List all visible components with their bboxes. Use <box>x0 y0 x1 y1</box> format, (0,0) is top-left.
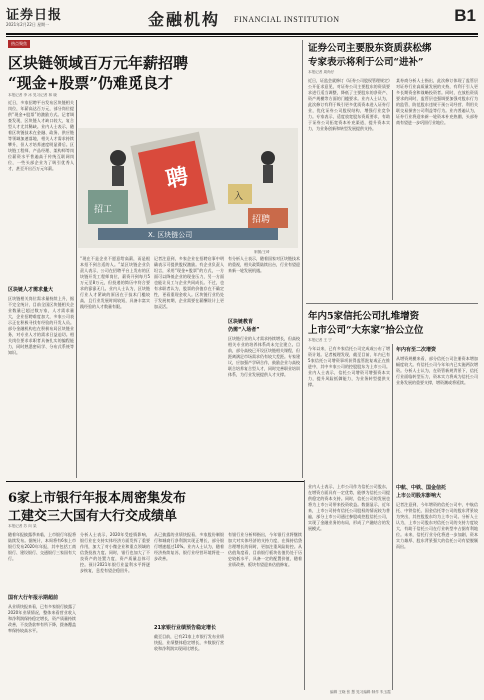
bottom-body-col1a: 随着年报披露季来临，上市银行年报将陆续发布。据统计，本周将有6家上市银行发布2020年年报，其中包括工商银行、建设银行、交通银行三家国有大行。 <box>8 532 76 561</box>
lead-body-col3: 记者注意到，多家企业在招聘启事中明确表示可提供股权激励。有企业负责人坦言，采用“现金+股票”的方式，一方面可以降低企业的现金压力，另一方面也能让员工与企业共同成长。不过，也有求职者认为，股票的价值存在不确定性，更看重现金收入。区块链行业仍处于发展初期，企业需要在薪酬设计上更加灵活。 <box>154 256 224 309</box>
illus-label-main: 聘 <box>163 163 191 194</box>
col-divider <box>392 344 393 690</box>
bottom-subhead-2: 21家银行业绩预告稳定增长 <box>154 625 216 631</box>
illus-credit: 制图/王琦 <box>254 250 270 254</box>
right-mid-subhead-1: 年内有至二次增资 <box>396 347 437 353</box>
col-divider <box>392 90 393 300</box>
illus-label-left: 招工 <box>94 205 113 215</box>
right-top-body-col1: 近日，证监会就修订《证券公司股权管理规定》公开征求意见，对证券公司主要股东的资质要求进行适当调整，降低了主要股东的净资产、资产规模等方面的门槛要求。业内人士认为，此次修订有利于吸引更多优质资本进入证券行业，优化证券公司股权结构，增强行业竞争力。专家表示，适度放宽股东资质要求，有助于证券公司拓宽资本补充渠道，提升资本实力，为业务创新和转型发展提供支持。 <box>308 78 390 131</box>
col-divider <box>76 100 77 478</box>
lead-subhead-1: 区块链人才需求量大 <box>8 287 54 293</box>
lead-body-col2: “现在不是企业不愿意给高薪，而是根本招不到合适的人。”某区块链企业负责人表示，公司在招聘平台上发布的区块链开发工程师岗位，薪资开到每月5万元至8万元，但投递的简历中符合要求的寥寥无几。业内人士认为，区块链行业人才紧缺的原因在于技术门槛较高，且行业发展时间较短，具备丰富实践经验的人才数量有限。 <box>80 256 150 309</box>
paper-name: 证券日报 <box>6 8 63 23</box>
bottom-headline-2: 工建交三大国有大行交成绩单 <box>8 509 178 524</box>
lead-headline-1: 区块链领域百万元年薪招聘 <box>8 54 189 72</box>
illus-label-right: 招聘 <box>252 215 271 225</box>
right-top-headline-1: 证券公司主要股东资质获松绑 <box>308 43 432 54</box>
right-mid-headline-2: 上市公司“大东家”拾公立位 <box>308 325 424 336</box>
issue-date: 2021年2月22日 星期一 <box>6 22 50 27</box>
illus-caption: X. 区块链公司 <box>148 231 193 239</box>
illus-label-right2: 入 <box>234 192 244 202</box>
masthead-rule <box>6 33 478 35</box>
right-top-byline: 本报记者 周尚仔 <box>308 70 335 74</box>
lead-illustration <box>78 128 298 248</box>
right-mid-body-col2b: 记者注意到，今年增资的信托公司中，中航信托、中铁信托、国金信托等公司的股东背景较为突出，其控股股东均为上市公司。分析人士认为，上市公司股东对信托公司的支持力度较大，有助于信托公司在行业转型中占据有利地位。未来，信托行业分化将进一步加剧，资本实力雄厚、股东背景强大的信托公司有望脱颖而出。 <box>396 502 478 549</box>
section-title-en: FINANCIAL INSTITUTION <box>234 15 340 24</box>
lead-byline: 本报记者 李 冰 见习记者 林 晓 <box>8 93 57 97</box>
bottom-body-col4: 有银行业分析师指出，今年银行业将继续加大对实体经济的支持力度，在保持信贷合理增长的同时，更加注重风险防控。从估值角度看，目前银行板块估值仍处于历史较低水平，具备一定的配置价值，随着业绩改善，板块有望迎来估值修复。 <box>228 532 302 567</box>
section-title: 金融机构 <box>148 10 221 29</box>
right-top-headline-2: 专家表示将利于公司“进补” <box>308 57 424 68</box>
col-divider <box>302 40 303 478</box>
lead-body-col4a: 有分析人士表示，随着国家对区块链技术的重视，相关政策陆续出台，行业有望迎来新一轮发展机遇。 <box>228 256 300 273</box>
right-mid-body-col1b: 业内人士表示，上市公司作为信托公司股东，在增资方面具有一定优势，能够为信托公司提供稳定的资本支持。同时，信托公司的发展也将为上市公司带来投资收益。数据显示，近年来，上市公司持有信托公司股权的情况较为普遍，部分上市公司通过参股或控股信托公司，实现了金融业务的布局，形成了产融结合的发展模式。 <box>308 484 390 531</box>
masthead <box>6 4 478 34</box>
lead-body-col1: 近日，多家招聘平台发布区块链相关岗位，年薪高达百万元，部分岗位提供“现金+股票”的激励方式。记者调查发现，区块链人才缺口较大，复合型人才尤其稀缺。业内人士表示，随着区块链技术在金融、政务、供应链等领域加速落地，相关人才需求持续攀升，但人才培养速度明显滞后。区块链工程师、产品经理、架构师等岗位薪资水平普遍高于传统互联网岗位，一些头部企业为了吸引优秀人才，甚至开出百万元年薪。 <box>8 100 74 171</box>
bottom-byline: 本报记者 苏 向 杲 <box>8 524 37 528</box>
bottom-headline-1: 6家上市银行年报本周密集发布 <box>8 491 187 506</box>
masthead-rule-thin <box>6 36 478 37</box>
lead-headline-2: “现金+股票”仍难觅良才 <box>8 74 173 92</box>
right-mid-body-col2: 从增资规模来看，部分信托公司注册资本增加幅度较大。有信托公司今年年内已实施两次增资。分析人士认为，在资管新规背景下，信托行业面临转型压力，资本实力将成为信托公司业务发展的重要支撑，增资潮或将延续。 <box>396 356 478 385</box>
lead-subhead-3b: 仍需“入场者” <box>228 327 260 333</box>
bottom-body-col3b: 截至目前，已有21家上市银行发布业绩快报，业绩整体稳定增长，多数银行营收和净利润实现同比增长。 <box>154 634 224 651</box>
right-mid-body-col1: 今年以来，已有多家信托公司完成或公布了增资计划。记者梳理发现，截至目前，年内已有5家信托公司增资事项获得监管批复或正在推进中，其中多家公司的控股股东为上市公司。业内人士表示，信托公司增资可增强资本实力，提升风险抵御能力，为业务转型提供支撑。 <box>308 346 390 387</box>
story-divider <box>306 303 478 304</box>
bottom-body-col1b: 从业绩快报来看，已有多家银行披露了2020年业绩情况，整体来看营业收入和净利润保持稳定增长，资产质量持续改善，不良贷款率有所下降，拨备覆盖率保持较高水平。 <box>8 604 76 633</box>
bottom-subhead-1: 国有大行年报示期超前 <box>8 595 59 601</box>
col-divider <box>304 480 305 690</box>
right-top-body-col2: 某券商分析人士指出，此次修订体现了监管层对证券行业高质量发展的支持，有利于引入更多长期资金和战略投资者。同时，在放松资质要求的同时，监管层也强调要加强对股东行为的监管，防范股东违规干预公司经营、利用关联交易损害公司利益等行为。业内普遍认为，证券行业将迎来新一轮资本补充热潮，头部券商有望进一步巩固行业地位。 <box>396 78 478 125</box>
right-mid-subhead-2: 中航、中铁、国金信托 <box>396 485 447 491</box>
illustration-graphic <box>78 128 298 248</box>
right-mid-subhead-2b: 上市公司股东影响大 <box>396 493 442 499</box>
right-mid-byline: 本报记者 王 宁 <box>308 338 332 342</box>
lead-subhead-3: 区块链教育 <box>228 319 254 325</box>
lead-body-col4b: 区块链行业的人才需求持续增长，但高校相关专业的培养体系尚未完全建立。目前，部分高校已开设区块链相关课程，但距离满足市场需求仍有较大差距。专家建议，应加强产学研合作，鼓励企业与高校联合培养复合型人才，同时完善职业培训体系，为行业发展提供人才支撑。 <box>228 336 300 377</box>
bottom-story-rule <box>6 481 304 482</box>
page-number: B1 <box>454 6 476 25</box>
right-mid-headline-1: 年内5家信托公司扎堆增资 <box>308 311 420 322</box>
page-footer: 编辑 王晓 张 慧 见习编辑 制作 朱玉霞 <box>330 690 391 694</box>
bottom-body-col3a: 从已披露的业绩快报看，多家股份制银行和城商行净利润实现正增长，部分银行增速超过10%。业内人士认为，随着经济持续复苏，银行业经营环境将进一步改善。 <box>154 532 224 561</box>
lead-tag: 热点聚焦 <box>8 40 30 48</box>
lead-body-col1b: 区块链相关岗位需求量持续上升，据不完全统计，目前全国区块链相关企业数量已超过数万家，人才需求量大，企业招聘难度加大，多家公司表示正在积极寻找有经验的开发人员。部分金融机构也在积极布局区块链业务，对专业人才的需求日益迫切。相关岗位要求求职者具备扎实的编程能力，同时熟悉密码学、分布式系统等知识。 <box>8 296 74 355</box>
bottom-body-col2: 分析人士表示，2020年受疫情影响，银行业在支持实体经济方面发挥了重要作用，加大了对小微企业和重点领域的信贷投放力度。同时，银行也加大了不良资产的处置力度，资产质量总体可控。预计2021年银行业盈利水平将逐步恢复，息差有望企稳回升。 <box>80 532 150 573</box>
